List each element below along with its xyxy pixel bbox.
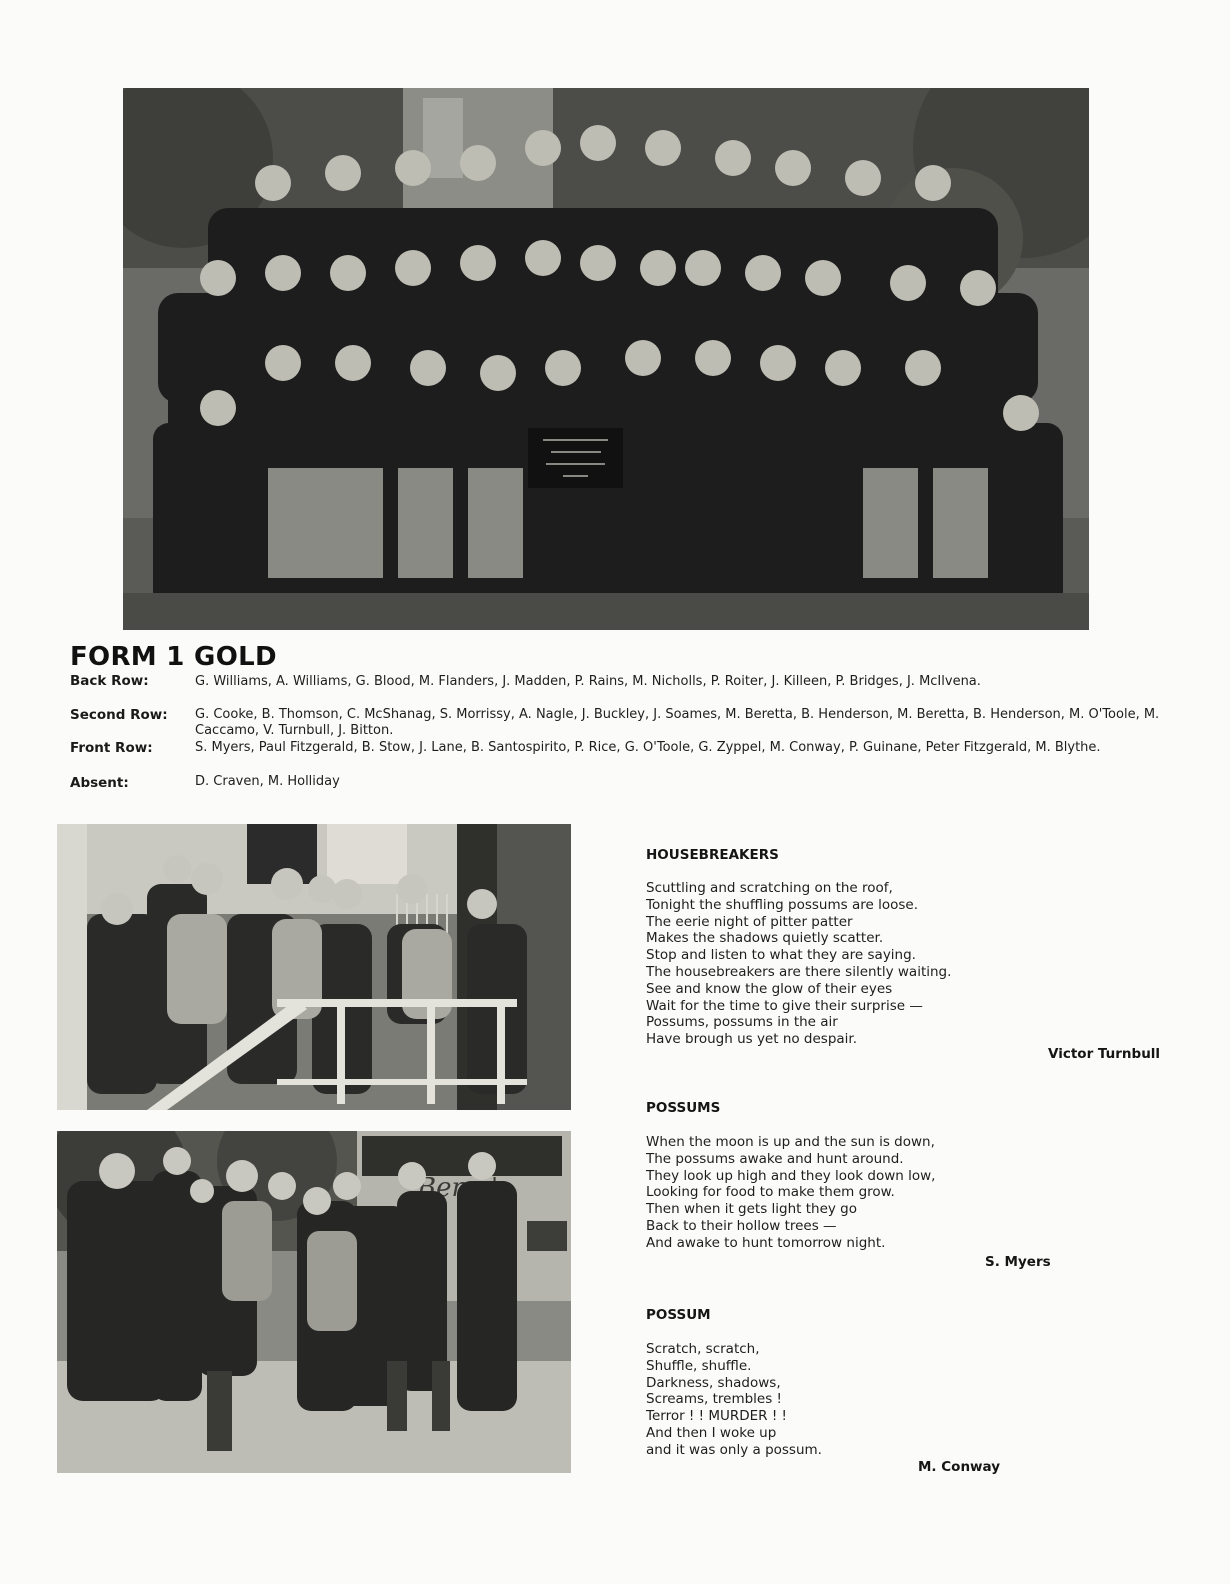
poem-body-housebreakers [646,880,1076,1048]
second-row-label: Second Row: [70,707,168,723]
poem-body-possums [646,1134,1076,1252]
porch-group-photo [57,824,571,1110]
poem-line: Then when it gets light they go [646,1201,858,1218]
class-group-photo [123,88,1089,630]
form-title: FORM 1 GOLD [70,642,277,672]
poem-line: Makes the shadows quietly scatter. [646,930,884,947]
poem-line: Wait for the time to give their surprise — [646,997,923,1014]
poem-line: Stop and listen to what they are saying. [646,947,916,964]
poem-line: Shuffle, shuffle. [646,1357,752,1374]
poem-line: They look up high and they look down low, [646,1167,936,1184]
poem-author-possums: S. Myers [985,1254,1051,1270]
back-row-label: Back Row: [70,673,149,689]
poem-title-possums: POSSUMS [646,1100,721,1116]
poem-line: Back to their hollow trees — [646,1217,837,1234]
second-row-names: G. Cooke, B. Thomson, C. McShanag, S. Morrissy, A. Nagle, J. Buckley, J. Soames, M. Beretta, B. Henderson, M. Beretta, B. Henderson, M. O'Toole, M. Caccamo, V. Turnbull, J. Bitton. [195,707,1160,738]
poem-body-possum [646,1341,1076,1459]
bus-group-photo [57,1131,571,1473]
poem-title-housebreakers: HOUSEBREAKERS [646,847,779,863]
poem-line: Screams, trembles ! [646,1391,782,1408]
poem-line: The eerie night of pitter patter [646,913,853,930]
poem-author-housebreakers: Victor Turnbull [1048,1046,1161,1062]
poem-line: Have brough us yet no despair. [646,1031,858,1048]
poem-line: And awake to hunt tomorrow night. [646,1234,886,1251]
poem-line: Terror ! ! MURDER ! ! [646,1408,787,1425]
poem-line: and it was only a possum. [646,1441,822,1458]
poem-line: Darkness, shadows, [646,1374,781,1391]
poem-line: Scratch, scratch, [646,1341,760,1357]
back-row-names: G. Williams, A. Williams, G. Blood, M. Flanders, J. Madden, P. Rains, M. Nicholls, P. Roiter, J. Killeen, P. Bridges, J. McIlvena. [195,674,981,689]
absent-label: Absent: [70,775,129,791]
poem-author-possum: M. Conway [918,1459,1001,1475]
poem-line: When the moon is up and the sun is down, [646,1134,935,1150]
poem-title-possum: POSSUM [646,1307,711,1323]
poem-line: Looking for food to make them grow. [646,1184,895,1201]
poem-line: Possums, possums in the air [646,1014,838,1031]
front-row-names: S. Myers, Paul Fitzgerald, B. Stow, J. Lane, B. Santospirito, P. Rice, G. O'Toole, G. Zyppel, M. Conway, P. Guinane, Peter Fitzgerald, M. Blythe. [195,740,1101,755]
absent-names: D. Craven, M. Holliday [195,774,340,789]
poem-line: Scuttling and scratching on the roof, [646,880,893,896]
poem-line: And then I woke up [646,1424,777,1441]
poem-line: See and know the glow of their eyes [646,980,893,997]
front-row-label: Front Row: [70,740,153,756]
poem-line: Tonight the shuffling possums are loose. [646,896,918,913]
poem-line: The housebreakers are there silently waiting. [646,963,952,980]
poem-line: The possums awake and hunt around. [646,1150,904,1167]
